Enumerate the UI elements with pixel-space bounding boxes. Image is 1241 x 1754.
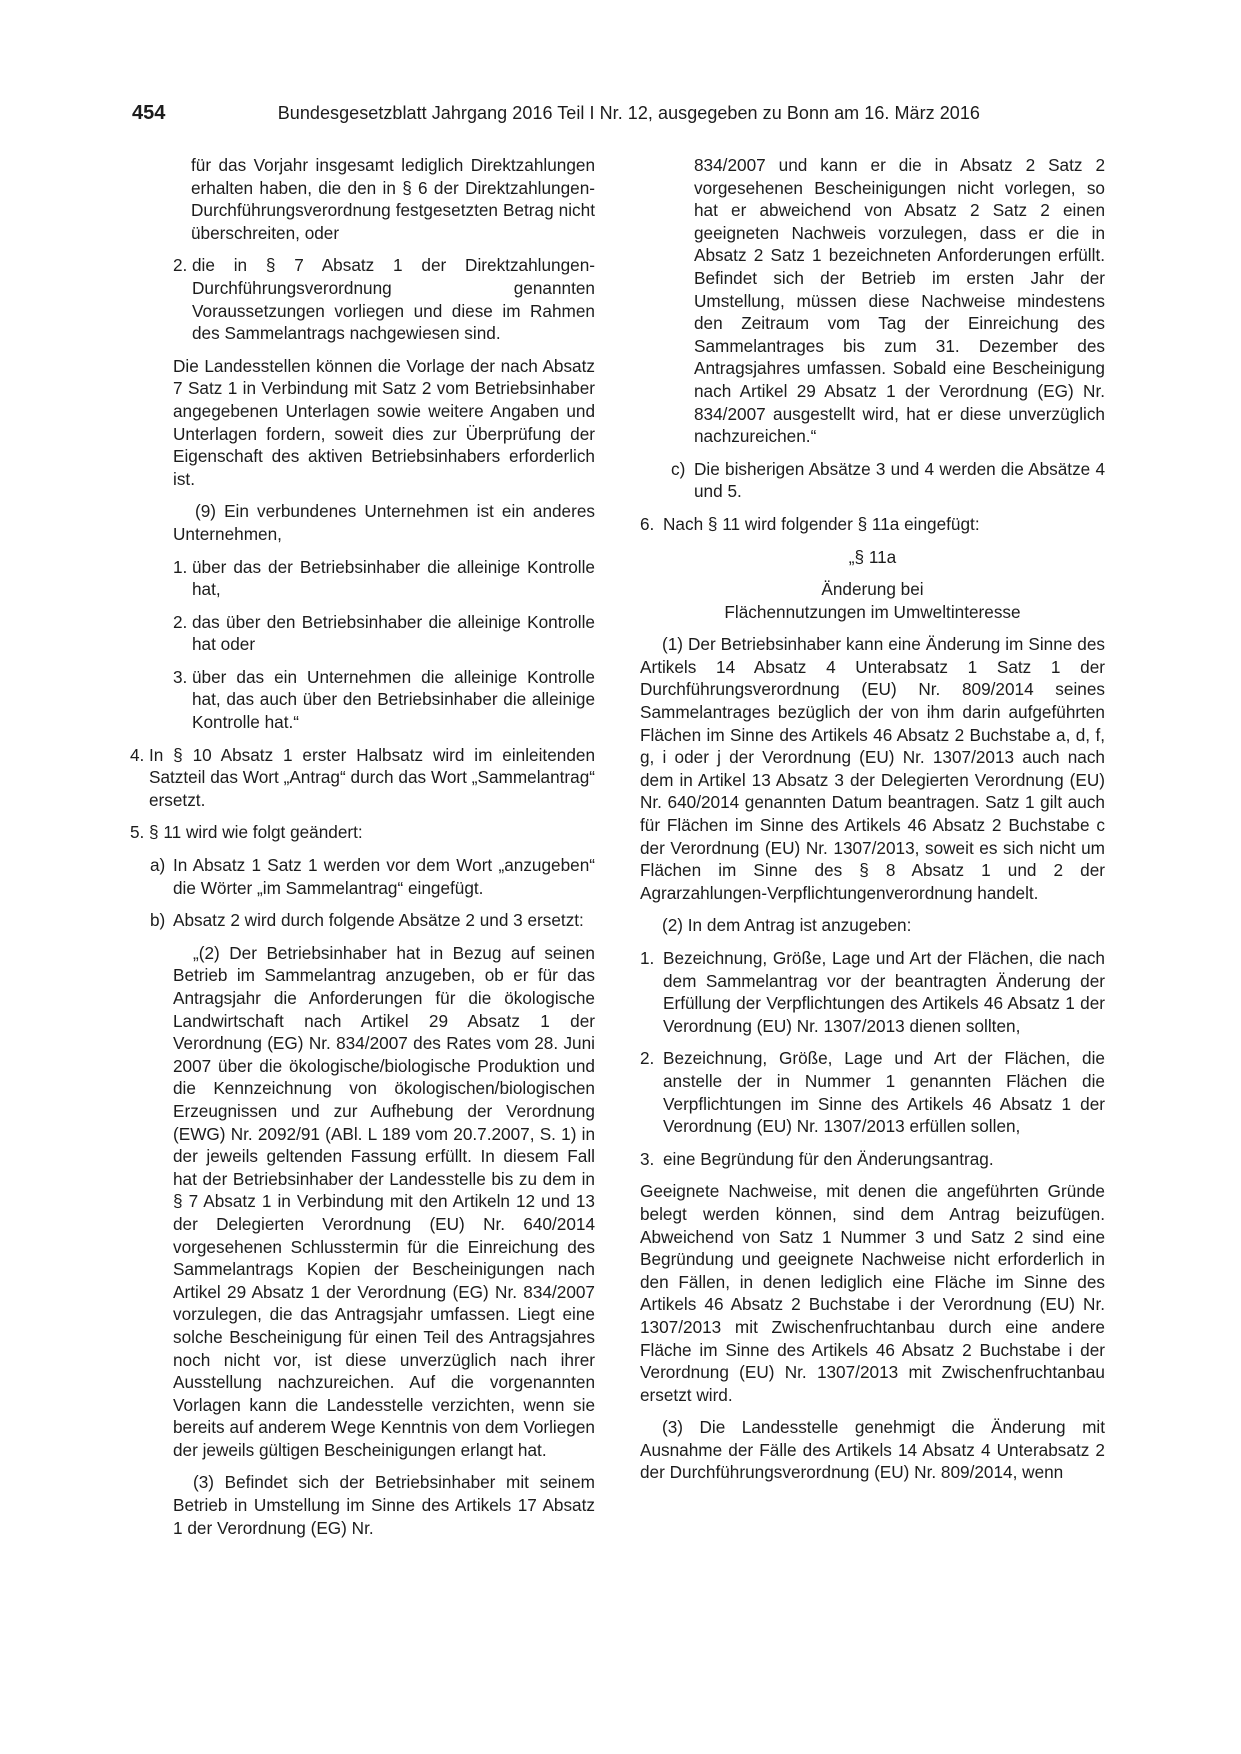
- list-number: 2.: [640, 1048, 655, 1069]
- list-item: [150, 854, 595, 899]
- section-number: „§ 11a: [848, 546, 897, 567]
- list-letter: a): [150, 855, 166, 876]
- list-text: In § 10 Absatz 1 erster Halbsatz wird im einleitenden Satzteil das Wort „Antrag“ durch das Wort „Sammelantrag“ ersetzt.: [149, 744, 595, 810]
- list-text: § 11 wird wie folgt geändert:: [149, 822, 363, 843]
- nachweise-paragraph: Geeignete Nachweise, mit denen die angeführten Gründe belegt werden können, sind dem Antrag beizufügen. Abweichend von Satz 1 Nummer 3 und Satz 2 sind eine Begründung und geeignete Nachweise nicht erforderlich in den Fällen, in denen lediglich eine Fläche im Sinne des Artikels 46 Absatz 2 Buchstabe i der Verordnung (EU) Nr. 1307/2013 mit Zwischenfruchtanbau durch eine andere Fläche im Sinne des Artikels 46 Absatz 2 Buchstabe i der Verordnung (EU) Nr. 1307/2013 mit Zwischenfruchtanbau ersetzt wird.: [640, 1181, 1105, 1405]
- list-number: 1.: [173, 556, 188, 577]
- list-item: [640, 1148, 1105, 1171]
- list-text: über das der Betriebsinhaber die alleinige Kontrolle hat,: [192, 556, 595, 600]
- list-item: [640, 1047, 1105, 1137]
- list-text: über das ein Unternehmen die alleinige Kontrolle hat, das auch über den Betriebsinhaber die alleinige Kontrolle hat.“: [192, 666, 595, 733]
- list-number: 2.: [173, 611, 188, 632]
- paragraph-9: (9) Ein verbundenes Unternehmen ist ein anderes Unternehmen,: [173, 501, 595, 544]
- quoted-absatz-3-continued: 834/2007 und kann er die in Absatz 2 Satz 2 vorgesehenen Bescheinigungen nicht vorlegen, so hat er abweichend von Absatz 2 Satz 2 einen geeigneten Nachweis vorzulegen, dass er die in Absatz 2 Satz 1 bezeichneten Anforderungen erfüllt. Befindet sich der Betrieb im ersten Jahr der Umstellung, müssen diese Nachweise mindestens den Zeitraum vom Tag der Einreichung des Sammelantrages bis zum 31. Dezember des Antragsjahres umfassen. Sobald eine Bescheinigung nach Artikel 29 Absatz 1 der Verordnung (EG) Nr. 834/2007 ausgestellt wird, hat er diese unverzüglich nachzureichen.“: [694, 155, 1105, 447]
- list-letter: b): [150, 910, 166, 931]
- list-number: 5.: [130, 822, 145, 843]
- list-text: In Absatz 1 Satz 1 werden vor dem Wort „anzugeben“ die Wörter „im Sammelantrag“ eingefügt.: [173, 855, 595, 898]
- list-text: Absatz 2 wird durch folgende Absätze 2 und 3 ersetzt:: [173, 910, 584, 931]
- list-item: [671, 458, 1105, 503]
- left-column: [130, 154, 595, 1539]
- list-number: 3.: [173, 666, 188, 687]
- list-text: Nach § 11 wird folgender § 11a eingefügt:: [663, 513, 980, 534]
- list-text: Bezeichnung, Größe, Lage und Art der Flächen, die nach dem Sammelantrag vor der beantragten Änderung der Erfüllung der Verpflichtungen des Artikels 46 Absatz 1 der Verordnung (EU) Nr. 1307/2013 dienen sollten,: [663, 948, 1105, 1036]
- list-number: 1.: [640, 948, 655, 968]
- list-number: 6.: [640, 513, 655, 534]
- landesstellen-paragraph: Die Landesstellen können die Vorlage der nach Absatz 7 Satz 1 in Verbindung mit Satz 2 vom Betriebsinhaber angegebenen Unterlagen sowie weitere Angaben und Unterlagen fordern, soweit dies zur Überprüfung der Eigenschaft des aktiven Betriebsinhabers erforderlich ist.: [173, 355, 595, 489]
- section-title-line-2: Flächennutzungen im Umweltinteresse: [724, 601, 1021, 622]
- list-text: eine Begründung für den Änderungsantrag.: [663, 1148, 994, 1169]
- absatz-1: (1) Der Betriebsinhaber kann eine Änderung im Sinne des Artikels 14 Absatz 4 Unterabsatz 1 Satz 1 der Durchführungsverordnung (EU) Nr. 809/2014 seines Sammelantrages bezüglich der von ihm darin aufgeführten Flächen im Sinne des Artikels 46 Absatz 2 Buchstabe a, d, f, g, i oder j der Verordnung (EU) Nr. 1307/2013 auch nach dem in Artikel 13 Absatz 3 der Delegierten Verordnung (EU) Nr. 640/2014 genannten Datum beantragen. Satz 1 gilt auch für Flächen im Sinne des Artikels 46 Absatz 2 Buchstabe c der Verordnung (EU) Nr. 1307/2013, soweit es sich nicht um Flächen im Sinne des § 8 Absatz 1 und 2 der Agrarzahlungen-Verpflichtungenverordnung handelt.: [640, 634, 1105, 903]
- quoted-absatz-3-start: (3) Befindet sich der Betriebsinhaber mit seinem Betrieb in Umstellung im Sinne des Artikels 17 Absatz 1 der Verordnung (EG) Nr.: [173, 1472, 595, 1538]
- list-number: 4.: [130, 744, 145, 765]
- absatz-2: (2) In dem Antrag ist anzugeben:: [662, 915, 912, 936]
- list-item: [173, 254, 595, 344]
- list-number: 2.: [173, 255, 188, 276]
- right-column: [640, 154, 1105, 1484]
- list-item: [173, 611, 595, 656]
- list-item: [130, 744, 595, 812]
- quoted-absatz-2: „(2) Der Betriebsinhaber hat in Bezug auf seinen Betrieb im Sammelantrag anzugeben, ob er für das Antragsjahr die Anforderungen für die ökologische Landwirtschaft nach Artikel 29 Absatz 1 der Verordnung (EG) Nr. 834/2007 des Rates vom 28. Juni 2007 über die ökologische/biologische Produktion und die Kennzeichnung von ökologischen/biologischen Erzeugnissen und zur Aufhebung der Verordnung (EWG) Nr. 2092/91 (ABl. L 189 vom 20.7.2007, S. 1) in der jeweils geltenden Fassung erfüllt. In diesem Fall hat der Betriebsinhaber der Landesstelle bis zu dem in § 7 Absatz 1 in Verbindung mit den Artikeln 12 und 13 der Delegierten Verordnung (EU) Nr. 640/2014 vorgesehenen Schlusstermin für die Einreichung des Sammelantrags Kopien der Bescheinigungen nach Artikel 29 Absatz 1 der Verordnung (EG) Nr. 834/2007 vorzulegen, die das Antragsjahr umfassen. Liegt eine solche Bescheinigung für einen Teil des Antragsjahres noch nicht vor, ist diese unverzüglich nach ihrer Ausstellung nachzureichen. Auf die vorgenannten Vorlagen kann die Landesstelle verzichten, wenn sie bereits auf anderem Wege Kenntnis von dem Vorliegen der jeweils gültigen Bescheinigungen erlangt hat.: [173, 942, 595, 1460]
- list-item: [173, 556, 595, 601]
- page-number: 454: [132, 102, 166, 124]
- list-text: die in § 7 Absatz 1 der Direktzahlungen-Durchführungsverordnung genannten Voraussetzungen vorliegen und diese im Rahmen des Sammelantrags nachgewiesen sind.: [192, 255, 595, 344]
- list-item: [640, 947, 1105, 1037]
- list-number: 3.: [640, 1148, 655, 1169]
- absatz-3: (3) Die Landesstelle genehmigt die Änderung mit Ausnahme der Fälle des Artikels 14 Absatz 4 Unterabsatz 2 der Durchführungsverordnung (EU) Nr. 809/2014, wenn: [640, 1417, 1105, 1483]
- list-item: [173, 666, 595, 734]
- list-item: [150, 909, 595, 932]
- list-item: [640, 513, 1105, 536]
- continued-paragraph: für das Vorjahr insgesamt lediglich Direktzahlungen erhalten haben, die den in § 6 der Direktzahlungen-Durchführungsverordnung festgesetzten Betrag nicht überschreiten, oder: [191, 155, 595, 243]
- page-header: [132, 100, 980, 126]
- list-text: Die bisherigen Absätze 3 und 4 werden die Absätze 4 und 5.: [694, 458, 1105, 502]
- list-text: Bezeichnung, Größe, Lage und Art der Flächen, die anstelle der in Nummer 1 genannten Flächen die Verpflichtungen im Sinne des Artikels 46 Absatz 1 der Verordnung (EU) Nr. 1307/2013 erfüllen sollen,: [663, 1048, 1105, 1137]
- list-item: [130, 821, 595, 844]
- section-title-line-1: Änderung bei: [821, 579, 924, 600]
- running-title: Bundesgesetzblatt Jahrgang 2016 Teil I Nr. 12, ausgegeben zu Bonn am 16. März 2016: [277, 103, 980, 123]
- list-text: das über den Betriebsinhaber die alleinige Kontrolle hat oder: [192, 611, 595, 655]
- list-letter: c): [671, 458, 686, 479]
